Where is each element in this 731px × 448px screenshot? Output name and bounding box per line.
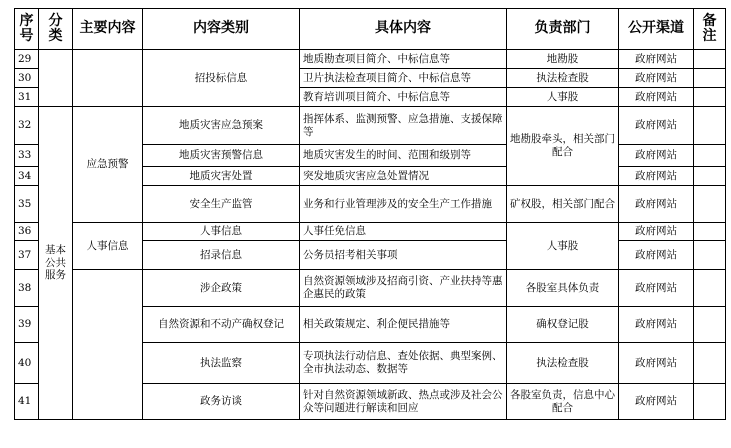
department-cell: 执法检查股 bbox=[507, 343, 619, 384]
note-cell bbox=[694, 384, 726, 420]
row-index: 32 bbox=[15, 107, 39, 145]
detail-cell: 地质灾害发生的时间、范围和级别等 bbox=[300, 145, 507, 167]
row-index: 29 bbox=[15, 50, 39, 69]
header-note: 备注 bbox=[694, 9, 726, 50]
channel-cell: 政府网站 bbox=[619, 223, 694, 241]
note-cell bbox=[694, 50, 726, 69]
content-type-cell: 地质灾害预警信息 bbox=[143, 145, 300, 167]
department-cell: 确权登记股 bbox=[507, 307, 619, 343]
note-cell bbox=[694, 69, 726, 88]
department-cell: 地勘股 bbox=[507, 50, 619, 69]
content-type-cell: 涉企政策 bbox=[143, 270, 300, 307]
row-index: 30 bbox=[15, 69, 39, 88]
content-type-cell: 地质灾害应急预案 bbox=[143, 107, 300, 145]
department-cell: 矿权股，相关部门配合 bbox=[507, 186, 619, 223]
channel-cell: 政府网站 bbox=[619, 307, 694, 343]
content-type-cell: 地质灾害处置 bbox=[143, 167, 300, 186]
header-category: 分类 bbox=[39, 9, 73, 50]
detail-cell: 指挥体系、监测预警、应急措施、支援保障等 bbox=[300, 107, 507, 145]
content-type-cell: 招录信息 bbox=[143, 241, 300, 270]
detail-cell: 卫片执法检查项目简介、中标信息等 bbox=[300, 69, 507, 88]
note-cell bbox=[694, 241, 726, 270]
row-index: 36 bbox=[15, 223, 39, 241]
main-content-cell: 人事信息 bbox=[73, 223, 143, 270]
detail-cell: 突发地质灾害应急处置情况 bbox=[300, 167, 507, 186]
channel-cell: 政府网站 bbox=[619, 186, 694, 223]
detail-cell: 公务员招考相关事项 bbox=[300, 241, 507, 270]
note-cell bbox=[694, 107, 726, 145]
row-index: 34 bbox=[15, 167, 39, 186]
note-cell bbox=[694, 167, 726, 186]
main-content-cell: 应急预警 bbox=[73, 107, 143, 223]
channel-cell: 政府网站 bbox=[619, 270, 694, 307]
info-disclosure-table bbox=[14, 8, 726, 420]
row-index: 40 bbox=[15, 343, 39, 384]
content-type-cell: 安全生产监管 bbox=[143, 186, 300, 223]
main-content-cell bbox=[73, 50, 143, 107]
department-cell: 人事股 bbox=[507, 88, 619, 107]
note-cell bbox=[694, 343, 726, 384]
row-index: 41 bbox=[15, 384, 39, 420]
header-content-type: 内容类别 bbox=[143, 9, 300, 50]
note-cell bbox=[694, 186, 726, 223]
row-index: 39 bbox=[15, 307, 39, 343]
table-row bbox=[15, 50, 726, 69]
channel-cell: 政府网站 bbox=[619, 241, 694, 270]
row-index: 35 bbox=[15, 186, 39, 223]
detail-cell: 自然资源领域涉及招商引资、产业扶持等惠企惠民的政策 bbox=[300, 270, 507, 307]
detail-cell: 人事任免信息 bbox=[300, 223, 507, 241]
department-cell: 各股室具体负责 bbox=[507, 270, 619, 307]
detail-cell: 相关政策规定、利企便民措施等 bbox=[300, 307, 507, 343]
row-index: 37 bbox=[15, 241, 39, 270]
detail-cell: 专项执法行动信息、查处依据、典型案例、全市执法动态、数据等 bbox=[300, 343, 507, 384]
channel-cell: 政府网站 bbox=[619, 145, 694, 167]
note-cell bbox=[694, 145, 726, 167]
main-content-cell bbox=[73, 270, 143, 420]
channel-cell: 政府网站 bbox=[619, 50, 694, 69]
channel-cell: 政府网站 bbox=[619, 107, 694, 145]
channel-cell: 政府网站 bbox=[619, 69, 694, 88]
detail-cell: 地质勘查项目简介、中标信息等 bbox=[300, 50, 507, 69]
detail-cell: 针对自然资源领域新政、热点或涉及社会公众等问题进行解读和回应 bbox=[300, 384, 507, 420]
detail-cell: 业务和行业管理涉及的安全生产工作措施 bbox=[300, 186, 507, 223]
table-row bbox=[15, 223, 726, 241]
content-type-cell: 人事信息 bbox=[143, 223, 300, 241]
table-row bbox=[15, 107, 726, 145]
department-cell: 人事股 bbox=[507, 223, 619, 270]
category-cell bbox=[39, 50, 73, 107]
header-main-content: 主要内容 bbox=[73, 9, 143, 50]
table-row bbox=[15, 270, 726, 307]
content-type-cell: 自然资源和不动产确权登记 bbox=[143, 307, 300, 343]
category-cell: 基本公共服务 bbox=[39, 107, 73, 420]
channel-cell: 政府网站 bbox=[619, 167, 694, 186]
department-cell: 各股室负责，信息中心配合 bbox=[507, 384, 619, 420]
note-cell bbox=[694, 88, 726, 107]
department-cell: 执法检查股 bbox=[507, 69, 619, 88]
header-channel: 公开渠道 bbox=[619, 9, 694, 50]
detail-cell: 教育培训项目简介、中标信息等 bbox=[300, 88, 507, 107]
row-index: 31 bbox=[15, 88, 39, 107]
content-type-cell: 招投标信息 bbox=[143, 50, 300, 107]
header-detail: 具体内容 bbox=[300, 9, 507, 50]
header-department: 负责部门 bbox=[507, 9, 619, 50]
header-row bbox=[15, 9, 726, 50]
header-index: 序号 bbox=[15, 9, 39, 50]
row-index: 33 bbox=[15, 145, 39, 167]
channel-cell: 政府网站 bbox=[619, 384, 694, 420]
channel-cell: 政府网站 bbox=[619, 343, 694, 384]
note-cell bbox=[694, 307, 726, 343]
row-index: 38 bbox=[15, 270, 39, 307]
note-cell bbox=[694, 270, 726, 307]
channel-cell: 政府网站 bbox=[619, 88, 694, 107]
department-cell: 地勘股牵头，相关部门配合 bbox=[507, 107, 619, 186]
note-cell bbox=[694, 223, 726, 241]
content-type-cell: 政务访谈 bbox=[143, 384, 300, 420]
content-type-cell: 执法监察 bbox=[143, 343, 300, 384]
